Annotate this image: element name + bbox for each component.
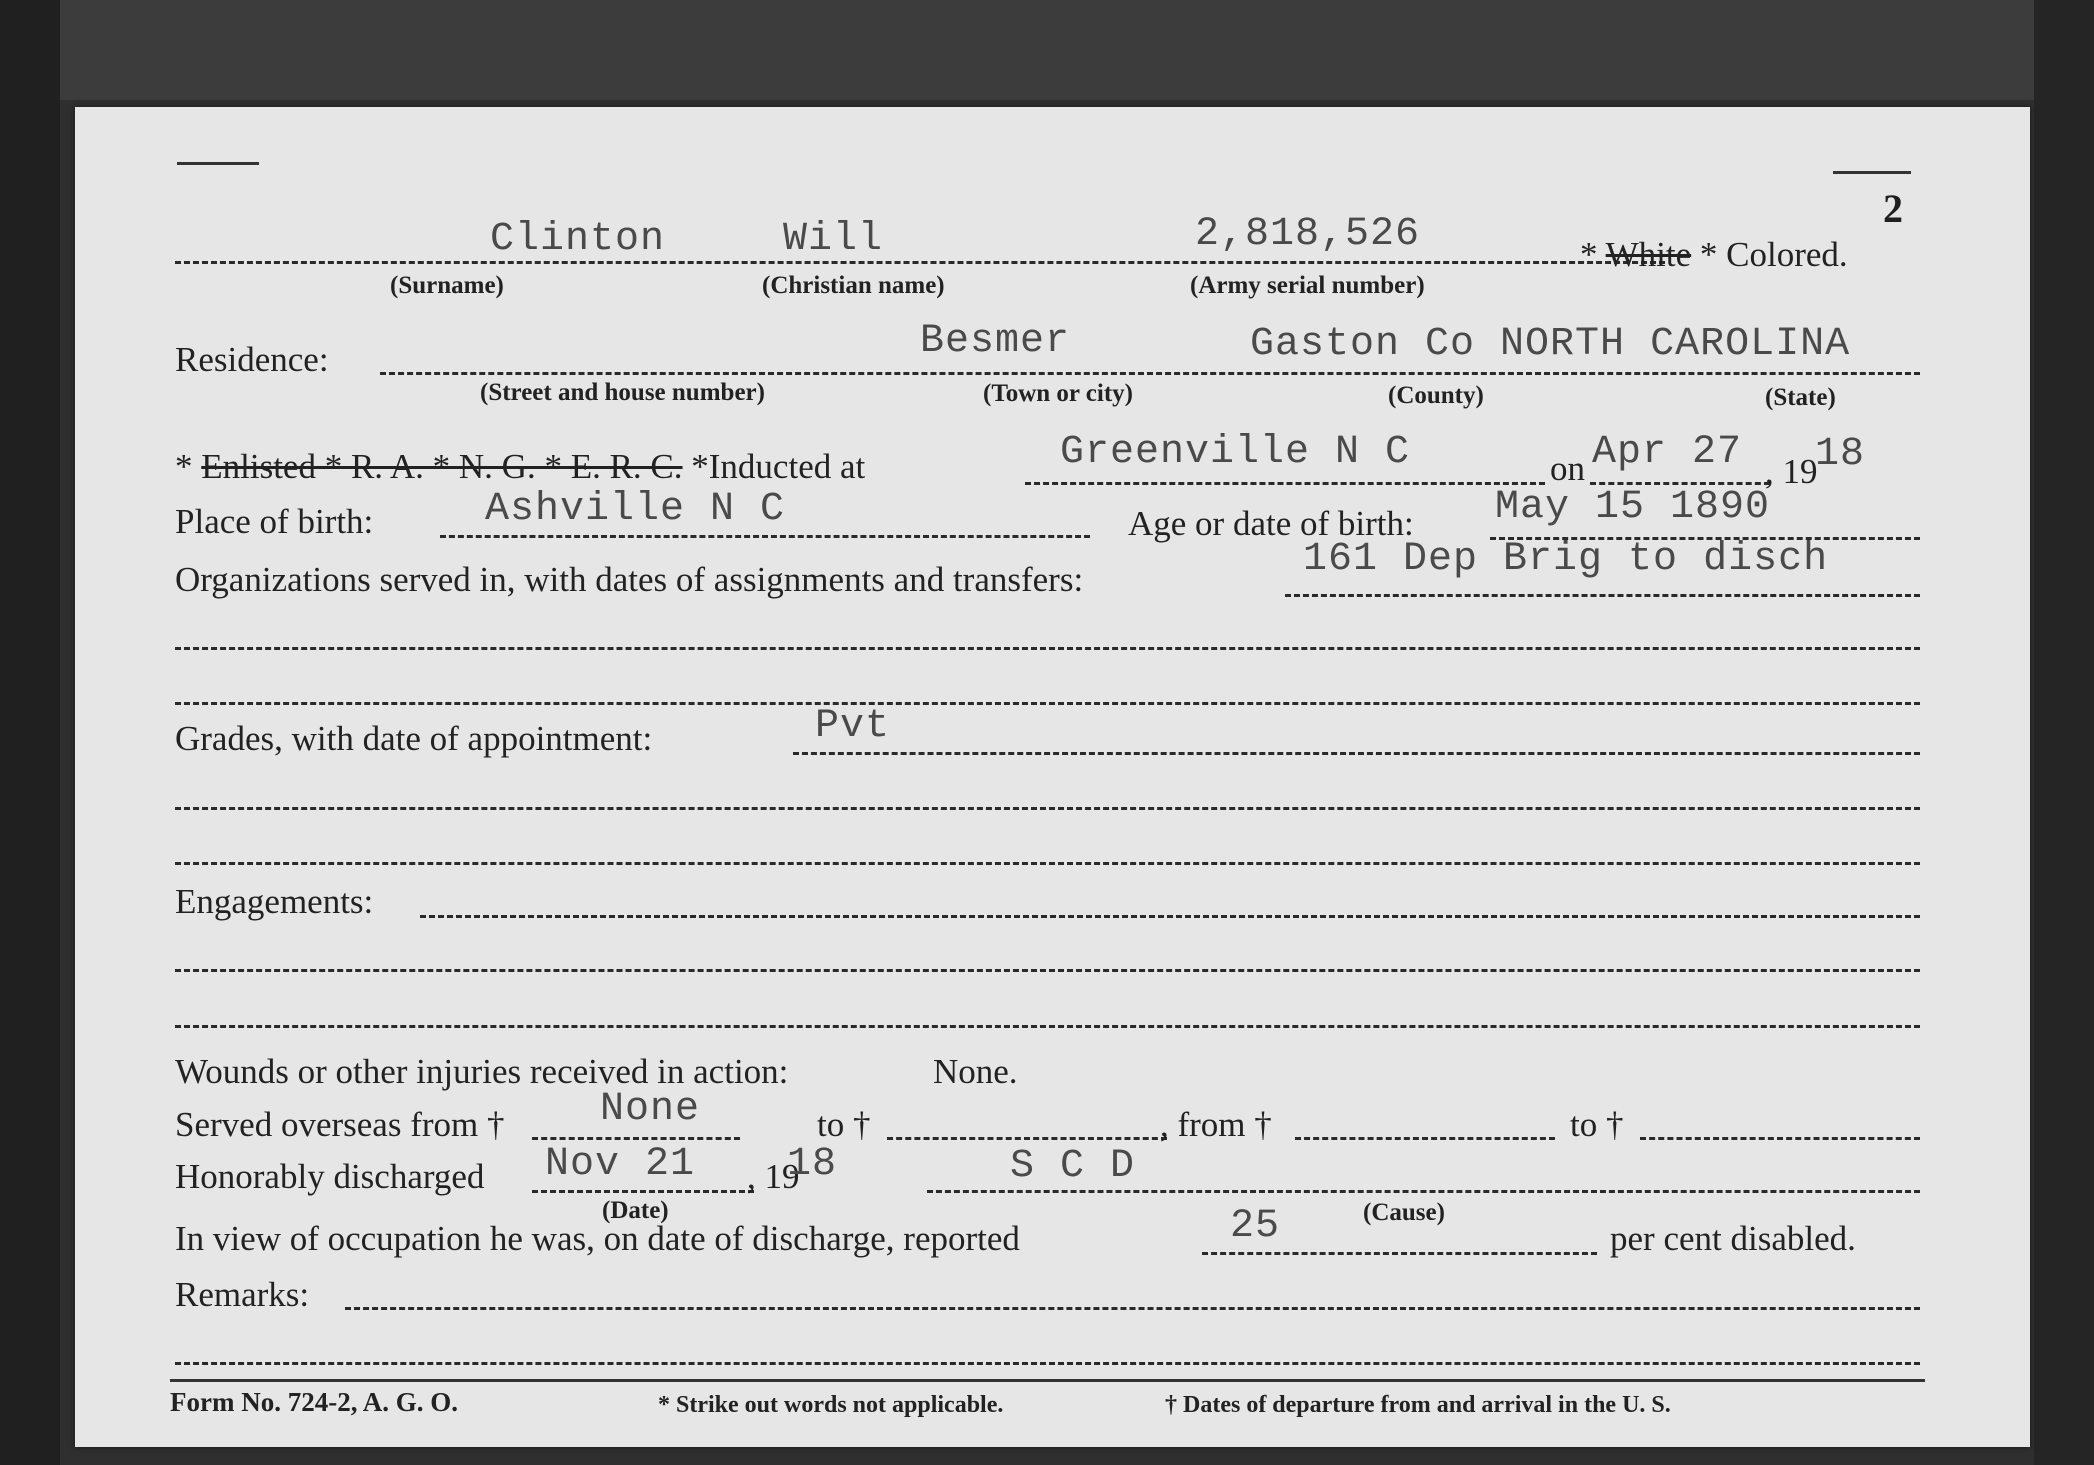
discharge-cause-value: S C D	[1010, 1144, 1136, 1189]
grades-value: Pvt	[815, 704, 891, 749]
inducted-on-label: on	[1550, 449, 1585, 488]
form-number: Form No. 724-2, A. G. O.	[170, 1387, 458, 1417]
overseas-to-line	[887, 1137, 1167, 1140]
race-options: * White * Colored.	[1580, 235, 1848, 274]
inducted-year-value: 18	[1815, 432, 1866, 477]
page-number: 2	[1883, 186, 1903, 231]
discharge-date-caption: (Date)	[602, 1197, 669, 1224]
residence-county-state-value: Gaston Co NORTH CAROLINA	[1250, 322, 1851, 367]
birth-place-value: Ashville N C	[485, 487, 786, 532]
footnote-dates: † Dates of departure from and arrival in the U. S.	[1165, 1392, 1671, 1418]
wounds-label: Wounds or other injuries received in action:	[175, 1052, 789, 1091]
discharge-date-value: Nov 21	[545, 1142, 696, 1187]
corner-mark-right	[1833, 171, 1911, 174]
scan-background-right	[2034, 0, 2094, 1465]
disability-label: In view of occupation he was, on date of discharge, reported	[175, 1219, 1020, 1258]
grades-line-2	[175, 807, 1920, 810]
inducted-place-line	[1025, 482, 1545, 485]
residence-line	[380, 372, 1920, 375]
remarks-line-1	[345, 1307, 1920, 1310]
overseas-to-label: to †	[817, 1105, 871, 1144]
overseas-from-label: Served overseas from †	[175, 1105, 505, 1144]
discharge-label: Honorably discharged	[175, 1157, 485, 1196]
organizations-label: Organizations served in, with dates of assignments and transfers:	[175, 560, 1084, 599]
engagements-line-1	[420, 915, 1920, 918]
town-caption: (Town or city)	[983, 380, 1133, 407]
serial-number-caption: (Army serial number)	[1190, 272, 1425, 299]
birth-place-line	[440, 535, 1090, 538]
inducted-place-value: Greenville N C	[1060, 430, 1411, 475]
overseas-from-value: None	[600, 1087, 701, 1132]
grades-line-1	[793, 752, 1920, 755]
discharge-year-value: 18	[787, 1142, 838, 1187]
residence-label: Residence:	[175, 340, 329, 379]
inducted-date-value: Apr 27	[1592, 430, 1743, 475]
engagements-line-2	[175, 969, 1920, 972]
scan-background-top	[0, 0, 2094, 100]
service-record-card	[75, 107, 2030, 1447]
christian-name-caption: (Christian name)	[762, 272, 945, 299]
county-caption: (County)	[1388, 382, 1484, 409]
discharge-cause-line	[927, 1190, 1920, 1193]
birth-date-label: Age or date of birth:	[1128, 504, 1414, 543]
remarks-line-2	[175, 1362, 1920, 1365]
christian-name-value: Will	[783, 217, 884, 262]
name-line	[175, 261, 1665, 264]
birth-date-value: May 15 1890	[1495, 485, 1771, 530]
birth-place-label: Place of birth:	[175, 502, 374, 541]
state-caption: (State)	[1765, 384, 1836, 411]
disability-suffix: per cent disabled.	[1610, 1219, 1856, 1258]
overseas-to2-label: to †	[1570, 1105, 1624, 1144]
overseas-from2-label: , from †	[1160, 1105, 1272, 1144]
engagements-label: Engagements:	[175, 882, 374, 921]
organizations-line-1	[1285, 594, 1920, 597]
grades-label: Grades, with date of appointment:	[175, 719, 653, 758]
disability-line	[1202, 1252, 1597, 1255]
surname-value: Clinton	[490, 217, 666, 262]
remarks-label: Remarks:	[175, 1275, 310, 1314]
discharge-date-line	[532, 1190, 754, 1193]
street-caption: (Street and house number)	[480, 379, 765, 406]
overseas-from2-line	[1295, 1137, 1555, 1140]
organizations-value: 161 Dep Brig to disch	[1303, 537, 1829, 582]
overseas-to2-line	[1640, 1137, 1920, 1140]
organizations-line-3	[175, 702, 1920, 705]
enlistment-options: * Enlisted * R. A. * N. G. * E. R. C. *Inducted at	[175, 447, 866, 486]
inducted-year-prefix: , 19	[1765, 452, 1818, 491]
discharge-cause-caption: (Cause)	[1363, 1199, 1445, 1226]
wounds-value: None.	[933, 1052, 1018, 1091]
scan-background-left	[0, 0, 60, 1465]
engagements-line-3	[175, 1025, 1920, 1028]
footnote-strike: * Strike out words not applicable.	[658, 1392, 1004, 1418]
overseas-from-line	[532, 1137, 740, 1140]
discharge-year-prefix: , 19	[747, 1157, 800, 1196]
residence-town-value: Besmer	[920, 319, 1071, 364]
grades-line-3	[175, 862, 1920, 865]
footer-rule	[170, 1379, 1925, 1382]
surname-caption: (Surname)	[390, 272, 504, 299]
organizations-line-2	[175, 647, 1920, 650]
corner-mark-left	[177, 162, 259, 165]
disability-value: 25	[1230, 1204, 1281, 1249]
serial-number-value: 2,818,526	[1195, 212, 1421, 257]
